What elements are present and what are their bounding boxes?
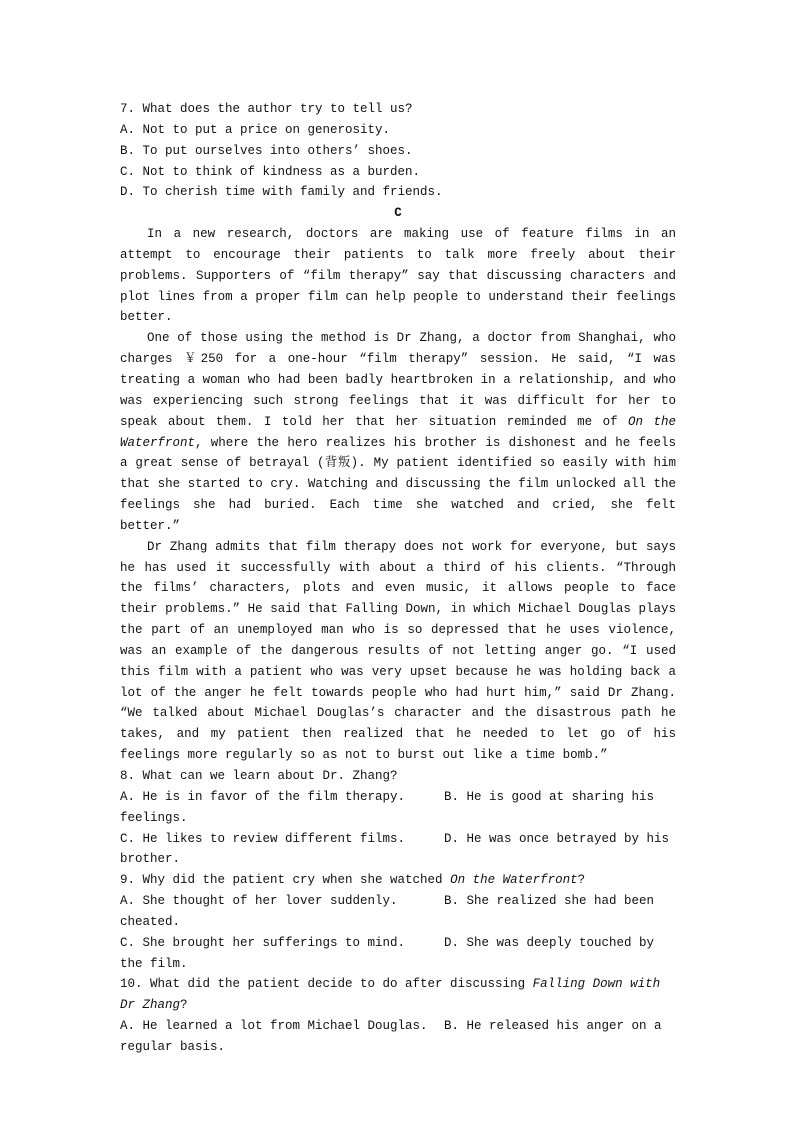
question-10-option-a: A. He learned a lot from Michael Douglas. [120, 1019, 428, 1034]
question-10-stem [120, 974, 676, 1016]
question-10-film-title: Falling Down with Dr Zhang [120, 977, 668, 1013]
question-7-stem: 7. What does the author try to tell us? [120, 102, 413, 116]
question-7 [120, 99, 676, 203]
question-8-option-a: A. He is in favor of the film therapy. [120, 789, 406, 804]
question-9-option-b: B. She realized she had been cheated. [120, 894, 655, 929]
question-9 [120, 870, 676, 974]
reading-passage [120, 224, 676, 766]
passage-paragraph-2-start: One of those using the method is Dr Zhang, a doctor from Shanghai, who charges ￥250 for a one-hour “film therapy” session. He said, “I was treating a woman who had been badly heartbroken in a relationship, and who was experiencing such strong feelings that it was difficult for her to speak about them. I told her that her situation reminded me of [120, 331, 676, 429]
document-page [120, 99, 676, 1058]
question-10-stem-end: ? [180, 998, 188, 1013]
question-7-option-b: B. To put ourselves into others’ shoes. [120, 143, 413, 158]
question-8-stem: 8. What can we learn about Dr. Zhang? [120, 769, 398, 783]
passage-paragraph-3: Dr Zhang admits that film therapy does not work for everyone, but says he has used it successfully with about a third of his clients. “Through the films’ characters, plots and even music, it allows people to face their problems.” He said that Falling Down, in which Michael Douglas plays the part of an unemployed man who is so depressed that he uses violence, was an example of the dangerous results of not letting anger go. “I used this film with a patient who was very upset because he was holding back a lot of the anger he felt towards people who had hurt him,” said Dr Zhang. “We talked about Michael Douglas’s character and the disastrous path he takes, and my patient then realized that he needed to let go of his feelings more regularly so as not to burst out like a time bomb.” [120, 539, 676, 763]
passage-paragraph-2 [120, 328, 676, 536]
question-9-option-a: A. She thought of her lover suddenly. [120, 894, 398, 909]
question-9-stem [120, 870, 676, 891]
question-9-option-c: C. She brought her sufferings to mind. [120, 935, 406, 950]
question-7-option-d: D. To cherish time with family and friends. [120, 185, 443, 200]
question-9-stem-start: 9. Why did the patient cry when she watched [120, 873, 451, 888]
question-8-option-d: D. He was once betrayed by his brother. [120, 831, 670, 867]
section-title: C [394, 206, 402, 221]
question-7-option-a: A. Not to put a price on generosity. [120, 122, 391, 137]
question-10-options-ab [120, 1016, 676, 1058]
film-title-waterfront: On the Waterfront [120, 414, 676, 450]
question-9-stem-end: ? [577, 873, 586, 888]
question-9-film-title: On the Waterfront [450, 873, 578, 888]
question-10-option-b: B. He released his anger on a regular basis. [120, 1019, 662, 1054]
question-8 [120, 766, 676, 870]
question-8-options-cd [120, 829, 676, 871]
question-8-option-b: B. He is good at sharing his feelings. [120, 789, 655, 825]
question-9-options-cd [120, 933, 676, 975]
question-8-options-ab [120, 787, 676, 829]
question-8-option-c: C. He likes to review different films. [120, 831, 406, 846]
question-10-stem-start: 10. What did the patient decide to do after discussing [120, 977, 533, 992]
passage-paragraph-1: In a new research, doctors are making use of feature films in an attempt to encourage their patients to talk more freely about their problems. Supporters of “film therapy” say that discussing characters and plot lines from a proper film can help people to understand their feelings better. [120, 227, 676, 325]
question-7-option-c: C. Not to think of kindness as a burden. [120, 164, 421, 179]
question-9-option-d: D. She was deeply touched by the film. [120, 935, 655, 971]
question-9-options-ab [120, 891, 676, 933]
question-10 [120, 974, 676, 1057]
passage-paragraph-2-end: , where the hero realizes his brother is dishonest and he feels a great sense of betrayal (背叛). My patient identified so easily with him that she started to cry. Watching and discussing the film unlocked all the feelings she had buried. Each time she watched and cried, she felt better.” [120, 435, 676, 533]
